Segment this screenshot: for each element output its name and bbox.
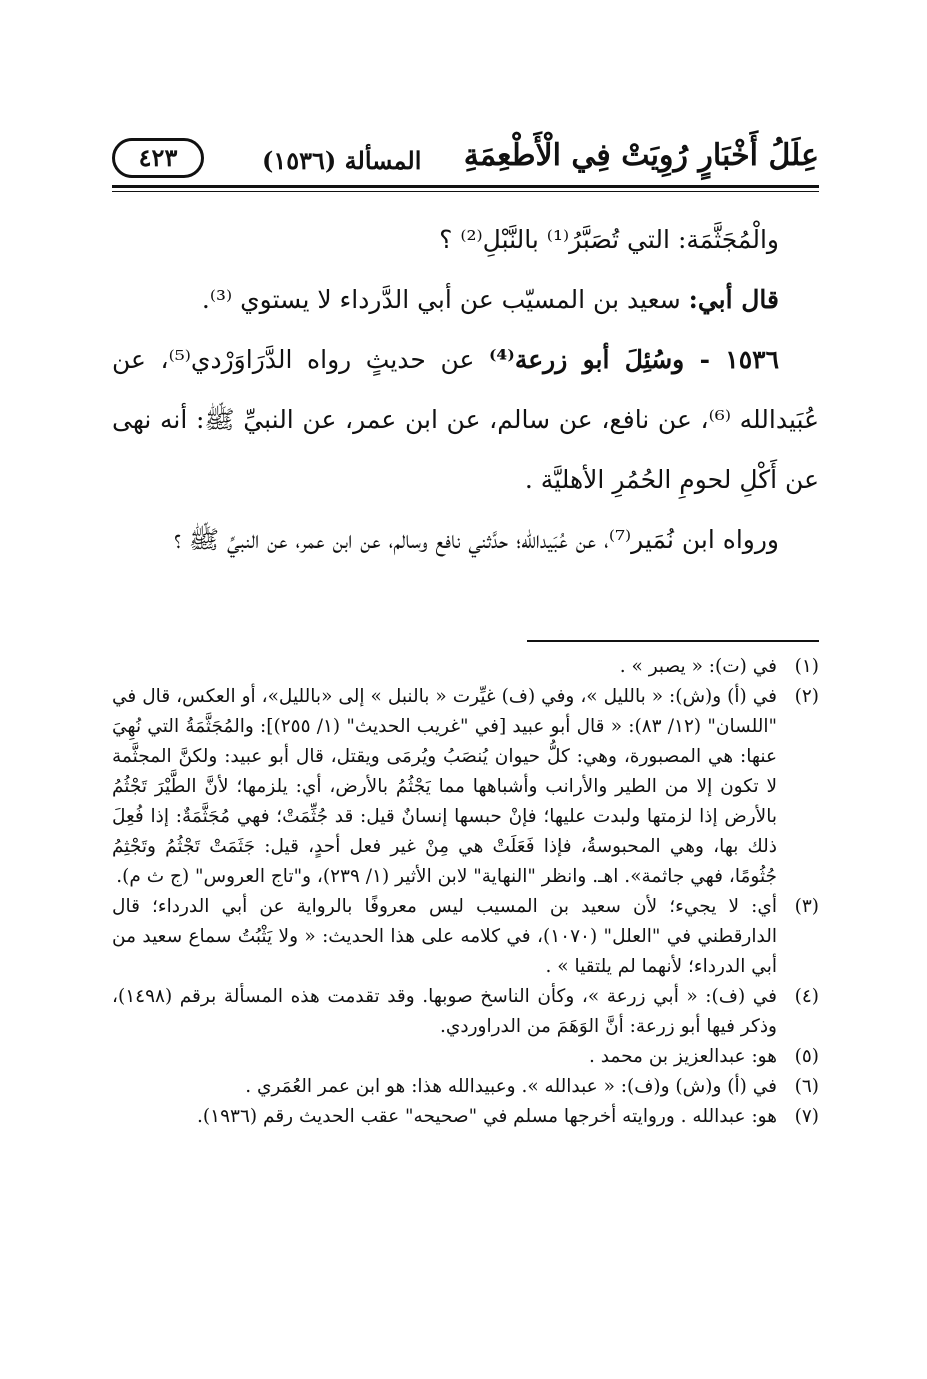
footnote-number: (٢) bbox=[794, 686, 819, 707]
footnote-separator bbox=[527, 640, 819, 642]
speaker-label: قال أبي: bbox=[688, 285, 779, 314]
body-paragraph bbox=[112, 510, 819, 570]
footnote bbox=[112, 1042, 819, 1072]
footnote-number: (٥) bbox=[794, 1046, 819, 1067]
footnote-number: (٣) bbox=[794, 896, 819, 917]
body-text: عن حديثٍ رواه الدَّرَاوَرْدي⁽⁵⁾، عن عُبَيدالله ⁽⁶⁾، عن نافع، عن سالم، عن ابن عمر، عن النبيِّ ﷺ: أنه نهى عن أَكْلِ لحومِ الحُمُرِ الأهليَّة . bbox=[112, 345, 819, 494]
body-line bbox=[112, 210, 819, 270]
header-rule-thick bbox=[112, 185, 819, 188]
issue-label: المسألة (١٥٣٦) bbox=[262, 146, 422, 175]
footnote-text: هو: عبدالعزيز بن محمد . bbox=[588, 1046, 777, 1067]
footnote-number: (٦) bbox=[794, 1076, 819, 1097]
footnote bbox=[112, 682, 819, 892]
header-rule-thin bbox=[112, 191, 819, 192]
footnote-text: أي: لا يجيء؛ لأن سعيد بن المسيب ليس معروفًا بالرواية عن أبي الدرداء؛ قال الدارقطني في "العلل" (١٠٧٠)، في كلامه على هذا الحديث: « ولا يَثْبُتُ سماع سعيد من أبي الدرداء؛ لأنهما لم يلتقيا » . bbox=[112, 896, 777, 977]
page-number: ٤٢٣ bbox=[112, 138, 204, 178]
footnote bbox=[112, 1102, 819, 1132]
footnote bbox=[112, 652, 819, 682]
footnote-number: (٧) bbox=[794, 1106, 819, 1127]
footnote bbox=[112, 982, 819, 1042]
body-text: والْمُجَثَّمَة: التي تُصَبَّرُ⁽¹⁾ بالنَّبْلِ⁽²⁾ ؟ bbox=[439, 225, 779, 254]
main-text bbox=[112, 210, 819, 570]
running-header bbox=[112, 132, 819, 184]
footnote-text: في (ف): « أبي زرعة »، وكأن الناسخ صوبها. وقد تقدمت هذه المسألة برقم (١٤٩٨)، وذكر فيها أبو زرعة: أنَّ الوَهَمَ من الدراوردي. bbox=[112, 986, 777, 1037]
footnote-text: في (أ) و(ش) و(ف): « عبدالله ». وعبيدالله هذا: هو ابن عمر العُمَري . bbox=[245, 1076, 777, 1097]
body-text: سعيد بن المسيّب عن أبي الدَّرداء لا يستوي ⁽³⁾. bbox=[201, 285, 689, 314]
issue-number: ١٥٣٦ - وسُئِلَ أبو زرعة⁽⁴⁾ bbox=[488, 345, 780, 374]
footnote-text: هو: عبدالله . وروايته أخرجها مسلم في "صحيحه" عقب الحديث رقم (١٩٣٦). bbox=[197, 1106, 777, 1127]
body-text: ورواه ابن نُمَير⁽⁷⁾، عن عُبَيدالله؛ حدَّثني نافع وسالم، عن ابن عمر، عن النبيِّ ﷺ ؟ bbox=[174, 525, 779, 554]
body-line bbox=[112, 270, 819, 330]
footnote bbox=[112, 892, 819, 982]
footnotes bbox=[112, 652, 819, 1132]
book-title: عِلَلُ أَخْبَارٍ رُوِيَتْ فِي الْأَطْعِمَةِ bbox=[463, 138, 819, 173]
footnote-number: (٤) bbox=[794, 986, 819, 1007]
footnote-text: في (ت): « يصبر » . bbox=[619, 656, 777, 677]
footnote-text: في (أ) و(ش): « بالليل »، وفي (ف) غيِّرت « بالنبل » إلى «بالليل»، أو العكس، قال في "اللسان" (١٢/ ٨٣): « قال أبو عبيد [في "غريب الحديث" (١/ ٢٥٥)]: والمُجَثَّمَةُ التي نُهِيَ عنها: هي المصبورة، وهي: كلُّ حيوان يُنصَبُ ويُرمَى ويقتل، قال أبو عبيد: ولكنَّ المجثَّمة لا تكون إلا من الطير والأرانب وأشباهها مما يَجْثُمُ بالأرض، أي: يلزمها؛ لأنَّ الطَّيْرَ تَجْثُمُ بالأرض إذا لزمتها ولبدت عليها؛ فإنْ حبسها إنسانٌ قيل: قد جُثِّمَتْ؛ فهي مُجَثَّمَةٌ: إذا فُعِلَ ذلك بها، وهي المحبوسةُ، فإذا فَعَلَتْ هي مِنْ غير فعل أحدٍ، قيل: جَثَمَتْ تَجْثُمُ وتَجْثِمُ جُثُومًا، فهي جاثمة». اهـ. وانظر "النهاية" لابن الأثير (١/ ٢٣٩)، و"تاج العروس" (ج ث م). bbox=[112, 686, 777, 887]
issue-paragraph bbox=[112, 330, 819, 510]
footnote bbox=[112, 1072, 819, 1102]
footnote-number: (١) bbox=[794, 656, 819, 677]
